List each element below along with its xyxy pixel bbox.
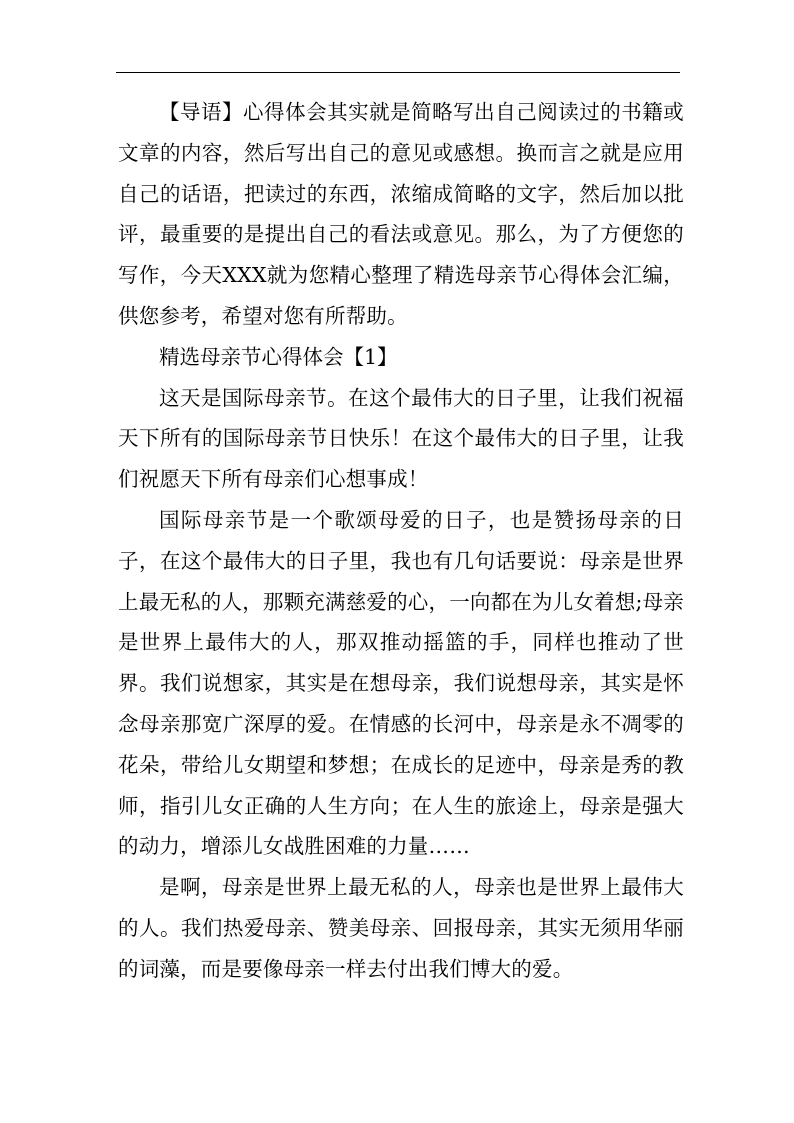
intro-paragraph: 【导语】心得体会其实就是简略写出自己阅读过的书籍或文章的内容，然后写出自己的意见或感想。换而言之就是应用自己的话语，把读过的东西，浓缩成简略的文字，然后加以批评，最重要的是提出自己的看法或意见。那么，为了方便您的写作，今天XXX就为您精心整理了精选母亲节心得体会汇编，供您参考，希望对您有所帮助。 xyxy=(118,100,684,328)
section-title: 精选母亲节心得体会【1】 xyxy=(159,344,398,369)
body-paragraph-1: 这天是国际母亲节。在这个最伟大的日子里，让我们祝福天下所有的国际母亲节日快乐！在这个最伟大的日子里，让我们祝愿天下所有母亲们心想事成！ xyxy=(118,385,684,492)
header-rule xyxy=(116,72,680,73)
body-paragraph-2: 国际母亲节是一个歌颂母爱的日子，也是赞扬母亲的日子，在这个最伟大的日子里，我也有几句话要说：母亲是世界上最无私的人，那颗充满慈爱的心，一向都在为儿女着想;母亲是世界上最伟大的人，那双推动摇篮的手，同样也推动了世界。我们说想家，其实是在想母亲，我们说想母亲，其实是怀念母亲那宽广深厚的爱。在情感的长河中，母亲是永不凋零的花朵，带给儿女期望和梦想；在成长的足迹中，母亲是秀的教师，指引儿女正确的人生方向；在人生的旅途上，母亲是强大的动力，增添儿女战胜困难的力量…… xyxy=(118,507,685,859)
body-paragraph-3: 是啊，母亲是世界上最无私的人，母亲也是世界上最伟大的人。我们热爱母亲、赞美母亲、回报母亲，其实无须用华丽的词藻，而是要像母亲一样去付出我们博大的爱。 xyxy=(118,875,684,981)
document-body xyxy=(118,92,684,990)
